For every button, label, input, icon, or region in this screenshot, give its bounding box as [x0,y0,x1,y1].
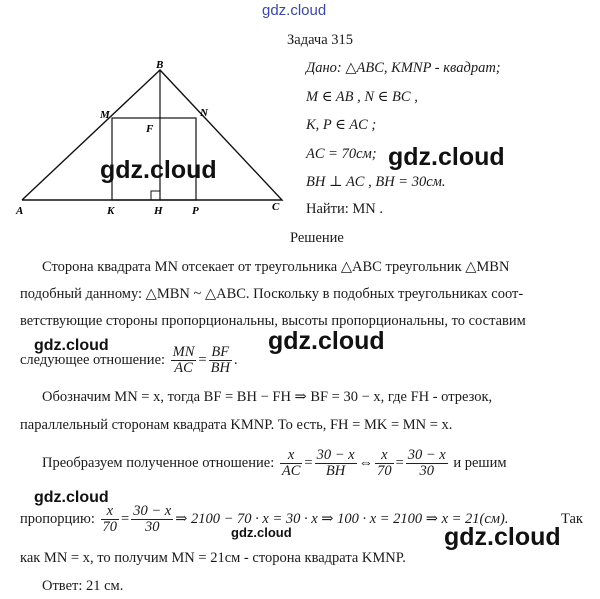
fraction-x-70-b [101,504,120,535]
para3-line1-text: Преобразуем полученное отношение: [42,454,275,471]
para2-line1: Обозначим MN = x, тогда BF = BH − FH ⇒ BF = 30 − x, где FH - отрезок, [42,389,493,405]
given-line-5: BH ⊥ AC , BH = 30см. [306,174,446,190]
para1-line2: подобный данному: △MBN ~ △ABC. Поскольку в подобных треугольниках соот- [20,286,524,302]
fraction-mn-ac [171,345,197,376]
frac-num: 30 − x [133,503,172,519]
label-c: C [272,201,280,213]
para1-line4-text: следующее отношение: [20,351,166,368]
given-line-2: M ∈ AB , N ∈ BC , [306,89,418,105]
fraction-30mx-bh [315,448,357,479]
frac-num: BF [209,345,232,361]
frac-den: 30 [419,463,434,479]
para3-line2-text: пропорцию: [20,510,95,527]
watermark: gdz.cloud [388,143,505,171]
para1-line1: Сторона квадрата MN отсекает от треугольника △ABC треугольник △MBN [42,259,510,275]
watermark: gdz.cloud [34,489,109,506]
watermark: gdz.cloud [34,337,109,354]
watermark-top: gdz.cloud [262,2,327,19]
fraction-bf-bh [209,345,232,376]
find-line: Найти: MN . [306,201,384,217]
frac-num: MN [172,344,195,360]
frac-den: AC [281,463,301,479]
given-line-3: K, P ∈ AC ; [306,117,377,133]
frac-num: x [280,448,303,464]
equals-sign: = [121,510,130,527]
para2-line2: параллельный сторонам квадрата KMNP. То есть, FH = MK = MN = x. [20,417,453,433]
given-line-1: Дано: △ABC, KMNP - квадрат; [306,60,501,76]
given-line-4: AC = 70см; [306,146,377,162]
fraction-30mx-30-b [131,504,173,535]
label-m: M [100,109,110,121]
frac-den: 70 [377,463,392,479]
label-f: F [146,123,154,135]
label-k: K [107,205,115,217]
label-p: P [192,205,199,217]
fraction-x-70 [375,448,394,479]
frac-num: x [101,504,120,520]
equals-sign: = [395,454,404,471]
frac-num: x [375,448,394,464]
triangle-figure [14,58,294,218]
frac-den: 30 [144,519,160,535]
label-a: A [16,205,24,217]
frac-den: BH [210,360,230,376]
proportion-solution: ⇒ 2100 − 70 · x = 30 · x ⇒ 100 · x = 2100 ⇒ x = 21(см). [175,510,509,527]
watermark: gdz.cloud [100,156,217,184]
frac-num: 30 − x [407,447,446,463]
watermark: gdz.cloud [231,525,292,540]
right-angle-mark [151,191,160,200]
solution-heading: Решение [290,230,344,246]
frac-den: BH [325,463,346,479]
frac-den: 70 [102,519,118,535]
fraction-30mx-30 [406,448,448,479]
frac-num: 30 − x [316,447,355,463]
equals-sign: = [304,454,313,471]
watermark: gdz.cloud [268,327,385,355]
label-b: B [156,59,164,71]
equals-sign: = [198,351,207,368]
period: . [233,351,238,368]
task-title: Задача 315 [287,32,354,48]
answer-line: Ответ: 21 см. [42,578,124,594]
para1-line3: ветствующие стороны пропорциональны, высоты пропорциональны, то составим [20,313,526,329]
fraction-x-ac [280,448,303,479]
label-n: N [200,107,208,119]
para3-line3: как MN = x, то получим MN = 21см - сторона квадрата KMNP. [20,550,406,566]
para3-line2-tail: Так [561,511,583,527]
label-h: H [154,205,163,217]
para3-line1 [42,448,507,479]
para3-line1-tail: и решим [453,454,507,471]
iff-sign: ⇔ [358,454,374,471]
watermark: gdz.cloud [444,523,561,551]
frac-den: AC [174,360,193,376]
